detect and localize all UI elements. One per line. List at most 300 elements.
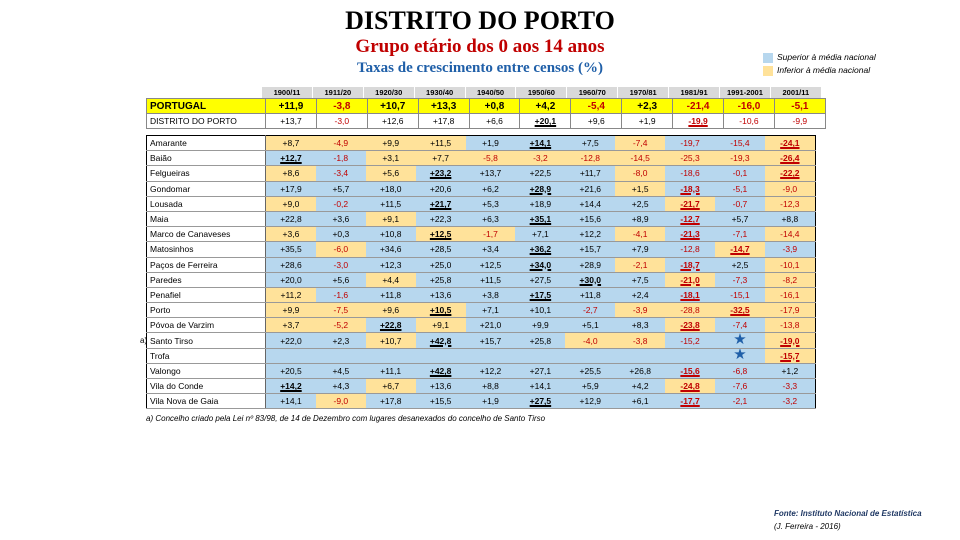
value-cell	[466, 333, 516, 348]
value-cell	[565, 151, 615, 166]
value-cell	[316, 242, 366, 257]
value-cell	[466, 379, 516, 394]
value-text: -12,8	[580, 153, 600, 164]
value-cell	[615, 196, 665, 211]
value-text: +9,6	[382, 305, 400, 316]
value-text: -15,6	[680, 365, 700, 376]
national-row-portugal	[147, 99, 826, 114]
value-text: +22,5	[529, 168, 552, 179]
value-cell	[565, 318, 615, 333]
value-text: +11,7	[579, 168, 601, 179]
value-text: +3,4	[482, 244, 499, 255]
value-cell	[266, 257, 316, 272]
row-name: Baião	[147, 151, 266, 166]
municipality-row	[147, 363, 816, 378]
value-text: -5,1	[791, 100, 809, 112]
value-text: +9,1	[382, 214, 400, 225]
value-text: +14,1	[529, 381, 552, 392]
value-cell	[367, 114, 418, 129]
value-text: -17,9	[780, 305, 800, 316]
value-cell	[266, 363, 316, 378]
row-name: Lousada	[147, 196, 266, 211]
value-cell	[665, 348, 715, 363]
value-cell	[715, 227, 765, 242]
value-text: -6,0	[333, 244, 349, 255]
value-cell	[765, 333, 815, 348]
value-cell	[673, 99, 724, 114]
value-text: +11,5	[380, 198, 402, 209]
value-cell	[765, 318, 815, 333]
value-text: +2,4	[631, 289, 649, 300]
value-text: -19,3	[730, 153, 750, 164]
value-cell	[665, 151, 715, 166]
value-text: -1,8	[333, 153, 349, 164]
value-cell	[266, 379, 316, 394]
value-cell	[466, 272, 516, 287]
value-cell	[665, 227, 715, 242]
value-cell	[466, 287, 516, 302]
value-text: -16,0	[737, 100, 761, 112]
value-text: -7,5	[333, 305, 349, 316]
municipality-row	[147, 257, 816, 272]
value-cell	[515, 257, 565, 272]
value-text: +13,3	[430, 100, 457, 112]
value-text: +25,0	[429, 259, 452, 270]
value-text: +28,9	[579, 259, 602, 270]
value-text: +2,5	[631, 198, 649, 209]
value-cell	[665, 196, 715, 211]
value-text: -8,0	[632, 168, 648, 179]
value-text: +15,5	[429, 396, 452, 407]
value-text: -19,7	[680, 138, 700, 149]
value-text: -12,8	[680, 244, 700, 255]
value-cell	[515, 318, 565, 333]
value-text: -4,0	[582, 335, 598, 346]
value-text: -0,7	[732, 198, 748, 209]
value-text: +3,7	[282, 320, 300, 331]
row-name: Penafiel	[147, 287, 266, 302]
value-cell	[466, 318, 516, 333]
value-cell	[366, 227, 416, 242]
value-text: -5,2	[333, 320, 349, 331]
value-text: +21,6	[579, 183, 602, 194]
value-text: +7,1	[482, 305, 499, 316]
value-cell	[466, 181, 516, 196]
value-cell	[765, 136, 815, 151]
value-text: +14,4	[579, 198, 602, 209]
value-text: +5,7	[731, 214, 749, 225]
value-cell	[715, 196, 765, 211]
value-cell	[565, 379, 615, 394]
value-text: -9,9	[792, 116, 808, 126]
value-text: +4,4	[382, 274, 400, 285]
value-cell	[515, 272, 565, 287]
value-cell	[266, 136, 316, 151]
value-cell	[266, 114, 317, 129]
value-cell	[266, 348, 316, 363]
value-cell	[665, 318, 715, 333]
value-text: -10,6	[739, 116, 759, 126]
row-name: Amarante	[147, 136, 266, 151]
value-text: +9,9	[382, 138, 400, 149]
value-cell	[266, 196, 316, 211]
value-text: +20,1	[534, 116, 557, 126]
value-cell	[665, 181, 715, 196]
value-cell	[515, 303, 565, 318]
value-cell	[715, 303, 765, 318]
value-cell	[418, 114, 469, 129]
value-cell	[316, 318, 366, 333]
value-text: +28,5	[429, 244, 452, 255]
value-cell	[316, 394, 366, 409]
value-text: +13,6	[429, 381, 452, 392]
value-cell	[416, 348, 466, 363]
value-text: +8,7	[282, 138, 300, 149]
value-text: -1,6	[333, 289, 349, 300]
value-cell	[765, 211, 815, 226]
value-cell	[316, 303, 366, 318]
value-cell	[515, 333, 565, 348]
value-cell	[765, 181, 815, 196]
value-text: -25,3	[680, 153, 700, 164]
value-text: -19,9	[688, 116, 708, 126]
value-text: -13,8	[780, 320, 800, 331]
value-cell	[366, 318, 416, 333]
municipality-row	[147, 166, 816, 181]
value-cell	[571, 114, 622, 129]
value-cell	[416, 379, 466, 394]
value-cell	[416, 394, 466, 409]
value-text: +27,5	[529, 274, 552, 285]
value-text: -14,7	[730, 244, 750, 255]
value-text: +5,3	[482, 198, 499, 209]
value-text: +2,3	[637, 100, 658, 112]
value-text: +10,8	[379, 229, 402, 240]
value-text: +11,8	[380, 289, 402, 300]
value-cell	[366, 211, 416, 226]
value-cell	[765, 227, 815, 242]
value-cell	[266, 303, 316, 318]
value-cell	[565, 227, 615, 242]
value-cell	[515, 394, 565, 409]
value-cell	[266, 333, 316, 348]
star-icon-glyph: ★	[733, 332, 747, 349]
value-cell	[366, 257, 416, 272]
period-header-cell: 1960/70	[567, 87, 618, 99]
period-header-cell: 1900/11	[262, 87, 313, 99]
value-text: +25,5	[579, 365, 602, 376]
value-text: +12,6	[381, 116, 404, 126]
value-cell	[366, 348, 416, 363]
value-cell	[715, 272, 765, 287]
value-text: +4,2	[631, 381, 649, 392]
value-cell	[466, 303, 516, 318]
value-cell	[316, 287, 366, 302]
value-cell	[615, 394, 665, 409]
value-cell	[665, 257, 715, 272]
value-cell	[266, 318, 316, 333]
value-text: +34,0	[529, 259, 552, 270]
value-cell	[366, 363, 416, 378]
legend-swatch-above	[763, 53, 773, 63]
value-text: +30,0	[579, 274, 602, 285]
value-text: +1,2	[781, 365, 799, 376]
value-cell	[673, 114, 724, 129]
value-text: -18,6	[680, 168, 700, 179]
value-text: -14,4	[780, 229, 800, 240]
municipality-row	[147, 211, 816, 226]
value-text: -21,0	[680, 274, 700, 285]
value-text: -18,3	[680, 183, 700, 194]
value-text: -18,1	[680, 289, 700, 300]
value-text: -1,7	[483, 229, 498, 240]
value-text: -26,4	[780, 153, 800, 164]
value-cell	[665, 272, 715, 287]
value-text: +5,1	[581, 320, 599, 331]
value-cell	[520, 99, 571, 114]
value-cell	[515, 227, 565, 242]
value-cell	[615, 181, 665, 196]
value-cell	[724, 99, 775, 114]
value-cell	[515, 379, 565, 394]
legend-below	[763, 65, 870, 76]
value-cell	[316, 333, 366, 348]
value-cell	[266, 166, 316, 181]
value-text: +18,9	[529, 198, 552, 209]
value-cell	[565, 303, 615, 318]
value-cell	[765, 242, 815, 257]
value-text: +5,7	[332, 183, 350, 194]
value-text: +15,7	[479, 335, 502, 346]
value-cell	[765, 166, 815, 181]
value-cell	[316, 272, 366, 287]
value-cell	[565, 287, 615, 302]
value-cell	[466, 227, 516, 242]
value-cell	[316, 114, 367, 129]
municipality-row	[147, 181, 816, 196]
value-text: -18,7	[680, 259, 700, 270]
row-name: Matosinhos	[147, 242, 266, 257]
value-text: +1,5	[631, 183, 649, 194]
value-text: +6,1	[631, 396, 649, 407]
value-cell	[765, 303, 815, 318]
value-text: +22,3	[429, 214, 452, 225]
value-cell	[366, 394, 416, 409]
value-text: +6,6	[486, 116, 503, 126]
value-cell	[665, 363, 715, 378]
star-icon-glyph: ★	[733, 348, 747, 364]
value-cell	[416, 363, 466, 378]
value-cell	[724, 114, 775, 129]
value-text: +0,3	[332, 229, 350, 240]
value-cell	[515, 287, 565, 302]
value-text: +8,3	[631, 320, 649, 331]
value-cell	[571, 99, 622, 114]
value-cell	[316, 151, 366, 166]
value-text: +20,0	[280, 274, 302, 285]
value-text: +8,8	[781, 214, 799, 225]
value-cell	[765, 287, 815, 302]
value-text: +10,7	[379, 335, 402, 346]
value-cell	[466, 257, 516, 272]
value-cell	[565, 257, 615, 272]
value-cell	[715, 379, 765, 394]
row-name: PORTUGAL	[147, 99, 266, 114]
value-cell	[466, 166, 516, 181]
row-name: Marco de Canaveses	[147, 227, 266, 242]
value-text: -0,2	[333, 198, 349, 209]
value-text: +10,7	[380, 100, 406, 112]
period-header-cell: 1920/30	[363, 87, 414, 99]
star-icon	[715, 333, 765, 348]
value-text: +8,6	[282, 168, 300, 179]
value-text: -3,4	[333, 168, 349, 179]
value-text: +8,9	[631, 214, 649, 225]
value-cell	[266, 211, 316, 226]
value-text: +17,8	[432, 116, 455, 126]
period-header-cell: 1950/60	[516, 87, 567, 99]
value-text: -9,0	[333, 396, 349, 407]
value-cell	[615, 333, 665, 348]
value-text: +12,5	[429, 229, 452, 240]
value-cell	[416, 166, 466, 181]
value-cell	[615, 136, 665, 151]
value-text: +1,9	[638, 116, 656, 126]
value-text: +5,9	[581, 381, 599, 392]
value-text: +20,6	[429, 183, 452, 194]
value-cell	[765, 348, 815, 363]
value-cell	[665, 303, 715, 318]
value-text: -3,3	[782, 381, 798, 392]
value-cell	[515, 136, 565, 151]
value-text: +3,6	[282, 229, 300, 240]
value-cell	[416, 257, 466, 272]
value-text: +5,6	[382, 168, 400, 179]
value-cell	[765, 272, 815, 287]
source-note: Fonte: Instituto Nacional de Estatística	[774, 509, 922, 518]
value-cell	[466, 363, 516, 378]
row-name: Maia	[147, 211, 266, 226]
trofa-footnote-mark: a)	[140, 336, 148, 345]
value-cell	[316, 99, 367, 114]
value-cell	[366, 151, 416, 166]
value-cell	[466, 348, 516, 363]
value-cell	[615, 348, 665, 363]
value-cell	[715, 211, 765, 226]
value-cell	[665, 166, 715, 181]
value-text: +14,2	[280, 381, 302, 392]
value-cell	[416, 272, 466, 287]
value-text: +28,9	[529, 183, 552, 194]
municipality-row	[147, 287, 816, 302]
value-text: -15,4	[730, 138, 750, 149]
value-text: +3,1	[382, 153, 400, 164]
period-header-cell: 1981/91	[669, 87, 720, 99]
value-text: +9,9	[282, 305, 300, 316]
value-cell	[416, 136, 466, 151]
value-cell	[416, 242, 466, 257]
value-cell	[266, 242, 316, 257]
municipality-row	[147, 333, 816, 348]
value-text: +28,6	[280, 259, 302, 270]
value-text: +12,7	[280, 153, 302, 164]
value-text: +1,9	[482, 138, 499, 149]
value-cell	[665, 379, 715, 394]
row-name: Trofa	[147, 348, 266, 363]
value-text: +35,1	[529, 214, 552, 225]
national-table	[146, 98, 826, 129]
value-text: +13,6	[429, 289, 452, 300]
row-name: Felgueiras	[147, 166, 266, 181]
value-cell	[665, 242, 715, 257]
value-cell	[715, 287, 765, 302]
value-cell	[316, 363, 366, 378]
value-cell	[615, 227, 665, 242]
value-text: +14,1	[529, 138, 552, 149]
star-icon	[715, 348, 765, 363]
value-text: +21,7	[429, 198, 452, 209]
value-cell	[615, 211, 665, 226]
value-cell	[515, 211, 565, 226]
municipality-row	[147, 272, 816, 287]
legend-label-below: Inferior à média nacional	[777, 65, 871, 75]
value-cell	[765, 257, 815, 272]
value-text: +20,5	[280, 365, 302, 376]
value-text: +22,8	[379, 320, 402, 331]
value-text: +7,1	[532, 229, 549, 240]
value-text: -3,8	[333, 100, 351, 112]
value-text: +11,5	[480, 274, 501, 285]
value-text: +1,9	[482, 396, 499, 407]
value-text: -3,9	[782, 244, 798, 255]
legend-label-above: Superior à média nacional	[777, 52, 876, 62]
national-row-district	[147, 114, 826, 129]
value-text: +15,7	[579, 244, 602, 255]
page-title: DISTRITO DO PORTO	[345, 6, 615, 35]
row-name: Vila Nova de Gaia	[147, 394, 266, 409]
value-text: +9,0	[282, 198, 300, 209]
value-text: -4,9	[333, 138, 349, 149]
period-header-cell: 1940/50	[465, 87, 516, 99]
value-cell	[366, 287, 416, 302]
value-cell	[466, 211, 516, 226]
value-text: -3,0	[333, 259, 349, 270]
value-text: +9,6	[587, 116, 605, 126]
value-text: -21,7	[680, 198, 700, 209]
value-cell	[615, 272, 665, 287]
value-cell	[774, 99, 825, 114]
value-text: -9,0	[782, 183, 798, 194]
value-cell	[715, 363, 765, 378]
period-header-cell: 1991-2001	[720, 87, 771, 99]
value-cell	[765, 394, 815, 409]
value-cell	[466, 394, 516, 409]
row-name: Santo Tirso	[147, 333, 266, 348]
value-text: +7,5	[581, 138, 599, 149]
value-text: +22,8	[280, 214, 302, 225]
municipality-row	[147, 379, 816, 394]
value-text: +17,8	[379, 396, 402, 407]
value-text: +3,6	[332, 214, 350, 225]
value-text: -3,8	[632, 335, 648, 346]
value-text: +2,3	[332, 335, 350, 346]
value-text: +7,9	[631, 244, 649, 255]
value-cell	[515, 348, 565, 363]
value-cell	[266, 287, 316, 302]
value-cell	[565, 363, 615, 378]
value-text: -28,8	[680, 305, 700, 316]
value-text: +4,2	[535, 100, 556, 112]
